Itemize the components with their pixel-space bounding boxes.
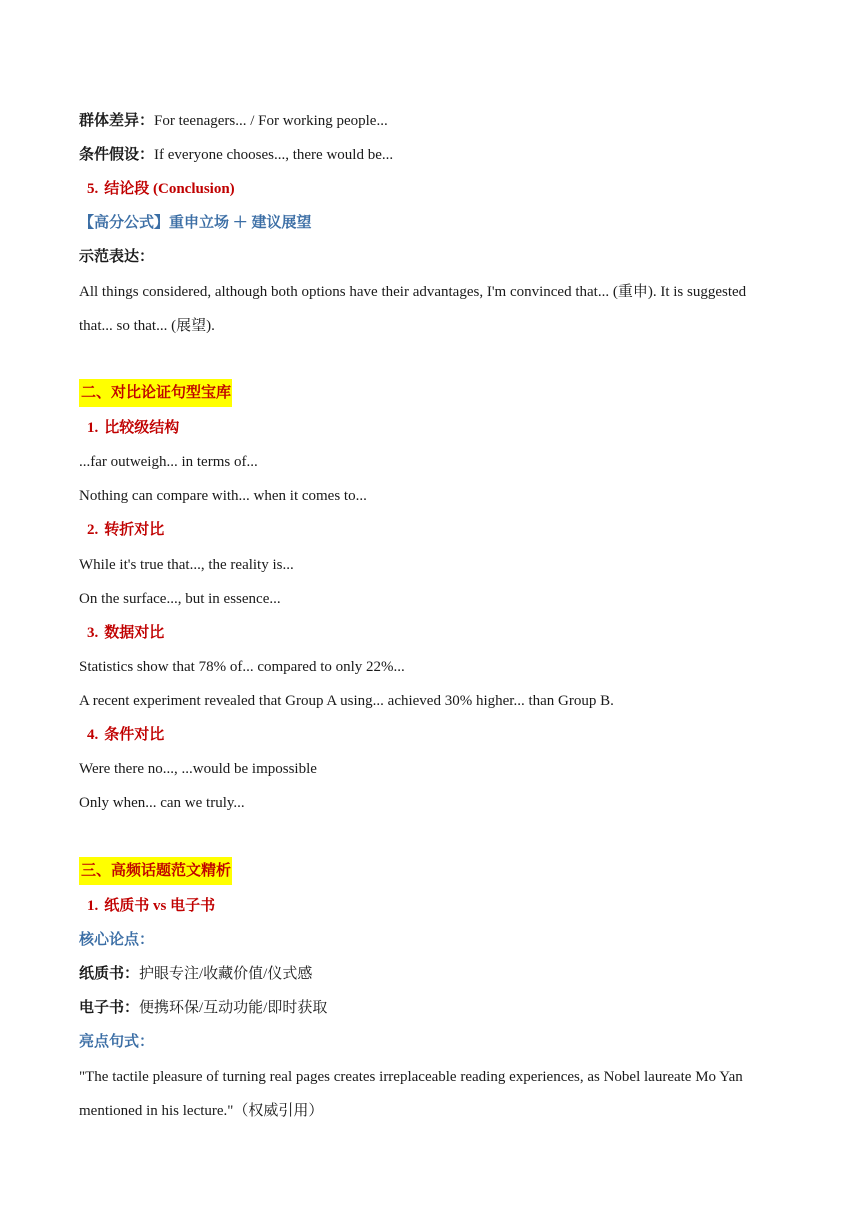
quote-line-1: "The tactile pleasure of turning real pages creates irreplaceable reading experiences, as Nobel laureate Mo Yan [79,1069,743,1085]
item-number: 3. [87,625,99,641]
condition-sentence-4b: Only when... can we truly... [79,795,245,811]
ebook-label: 电子书： [79,1000,140,1016]
paper-book-text: 护眼专注/收藏价值/仪式感 [139,966,313,982]
contrast-sentence-2a: While it's true that..., the reality is... [79,557,294,573]
item-number: 2. [87,522,99,538]
data-sentence-3b: A recent experiment revealed that Group A using... achieved 30% higher... than Group B. [79,693,614,709]
section-3-heading: 三、高频话题范文精析 [79,857,232,885]
item-number: 1. [87,898,99,914]
item-title: 纸质书 vs 电子书 [104,898,216,914]
conclusion-heading [87,179,235,199]
condition-sentence-4a: Were there no..., ...would be impossible [79,761,317,777]
group-difference-text: For teenagers... / For working people... [154,113,388,129]
contrast-sentence-2b: On the surface..., but in essence... [79,591,281,607]
item-title: 条件对比 [104,727,165,743]
highlight-sentence-label: 亮点句式： [79,1034,155,1050]
section-2-item-4 [87,725,164,745]
section-3-item-1 [87,896,215,916]
group-difference-line [79,111,388,131]
conclusion-title: 结论段 (Conclusion) [104,181,235,197]
comparison-sentence-1b: Nothing can compare with... when it comes to... [79,488,367,504]
group-difference-label: 群体差异： [79,113,155,129]
condition-hypothesis-label: 条件假设： [79,147,155,163]
quote-line-2: mentioned in his lecture."（权威引用） [79,1103,324,1119]
section-2-item-2 [87,520,164,540]
section-2-heading: 二、对比论证句型宝库 [79,379,232,407]
item-title: 比较级结构 [104,420,180,436]
paper-book-line [79,964,312,984]
conclusion-number: 5. [87,181,99,197]
condition-hypothesis-line [79,145,393,165]
section-2-item-1 [87,418,179,438]
condition-hypothesis-text: If everyone chooses..., there would be... [154,147,394,163]
item-number: 1. [87,420,99,436]
core-argument-label: 核心论点： [79,932,155,948]
item-number: 4. [87,727,99,743]
ebook-line [79,998,327,1018]
example-line-1: All things considered, although both options have their advantages, I'm convinced that... (重申). It is suggested [79,284,747,300]
ebook-text: 便携环保/互动功能/即时获取 [139,1000,328,1016]
section-2-item-3 [87,623,164,643]
paper-book-label: 纸质书： [79,966,140,982]
formula-line: 【高分公式】重申立场 ＋ 建议展望 [79,215,312,231]
example-label: 示范表达： [79,249,155,265]
example-line-2: that... so that... (展望). [79,318,215,334]
comparison-sentence-1a: ...far outweigh... in terms of... [79,454,258,470]
item-title: 转折对比 [104,522,165,538]
data-sentence-3a: Statistics show that 78% of... compared to only 22%... [79,659,405,675]
item-title: 数据对比 [104,625,165,641]
